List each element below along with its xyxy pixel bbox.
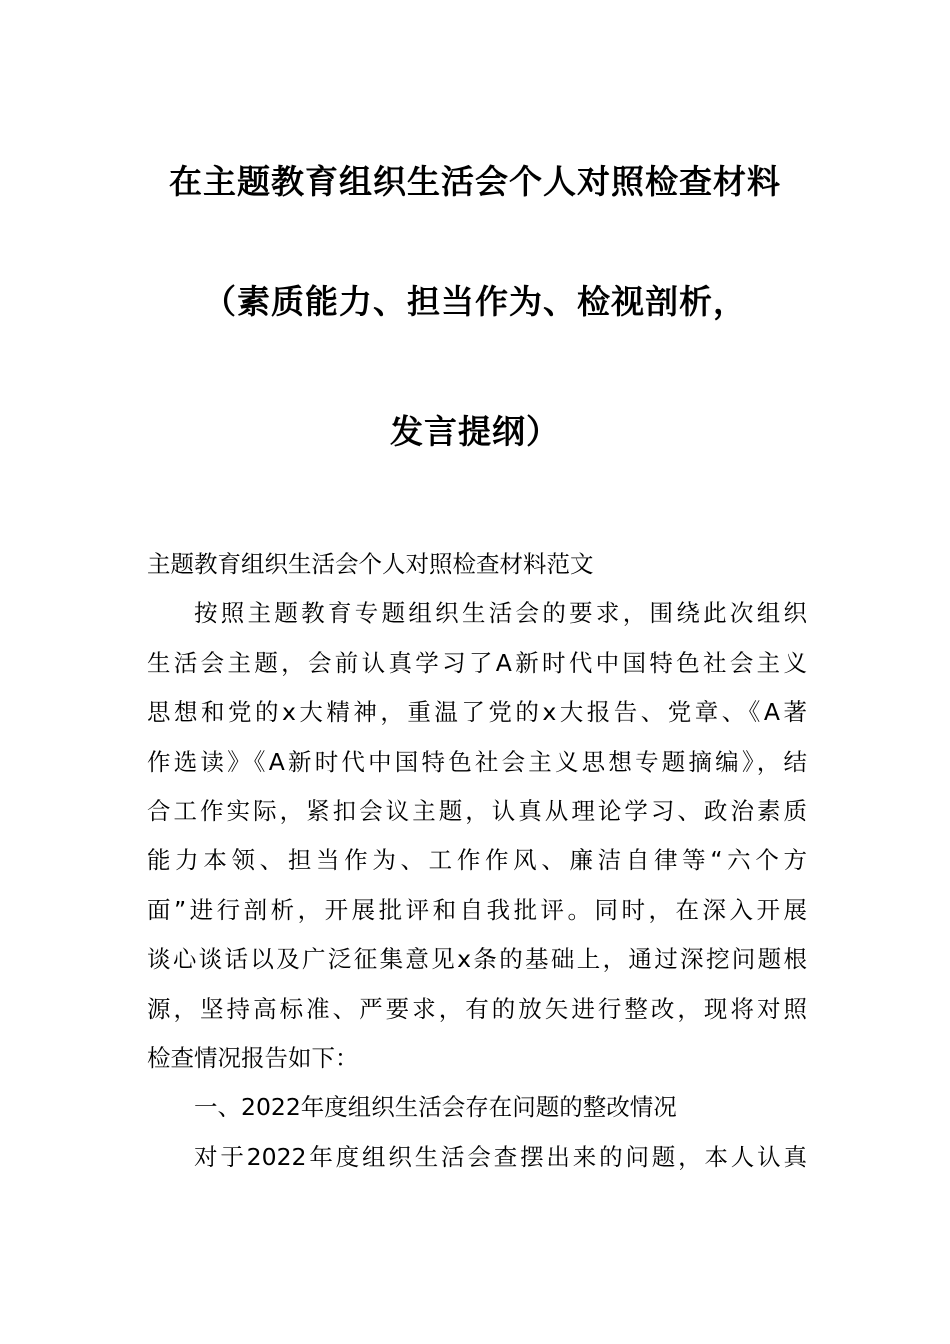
paragraph-line: 作选读》《A新时代中国特色社会主义思想专题摘编》，结 <box>147 747 807 776</box>
paragraph-line: 对于2022年度组织生活会查摆出来的问题，本人认真 <box>194 1142 807 1171</box>
document-body <box>147 540 807 1182</box>
paragraph-line: 面”进行剖析，开展批评和自我批评。同时，在深入开展 <box>147 895 807 924</box>
document-subtitle: 主题教育组织生活会个人对照检查材料范文 <box>147 550 594 578</box>
paragraph-line: 思想和党的x大精神，重温了党的x大报告、党章、《A著 <box>147 698 807 727</box>
paragraph-line: 按照主题教育专题组织生活会的要求，围绕此次组织 <box>194 599 807 628</box>
paragraph-line: 合工作实际，紧扣会议主题，认真从理论学习、政治素质 <box>147 796 807 825</box>
document-title-line-3: 发言提纲） <box>390 412 560 451</box>
paragraph-line: 能力本领、担当作为、工作作风、廉洁自律等“六个方 <box>147 846 807 875</box>
paragraph-line: 源，坚持高标准、严要求，有的放矢进行整改，现将对照 <box>147 994 807 1023</box>
section-heading: 一、2022年度组织生活会存在问题的整改情况 <box>194 1093 677 1122</box>
document-title-line-1: 在主题教育组织生活会个人对照检查材料 <box>169 162 781 201</box>
paragraph-line: 谈心谈话以及广泛征集意见x条的基础上，通过深挖问题根 <box>147 945 807 974</box>
paragraph-line: 生活会主题，会前认真学习了A新时代中国特色社会主义 <box>147 648 807 677</box>
paragraph-line: 检查情况报告如下： <box>147 1043 359 1072</box>
document-title-line-2: （素质能力、担当作为、检视剖析， <box>203 282 747 321</box>
